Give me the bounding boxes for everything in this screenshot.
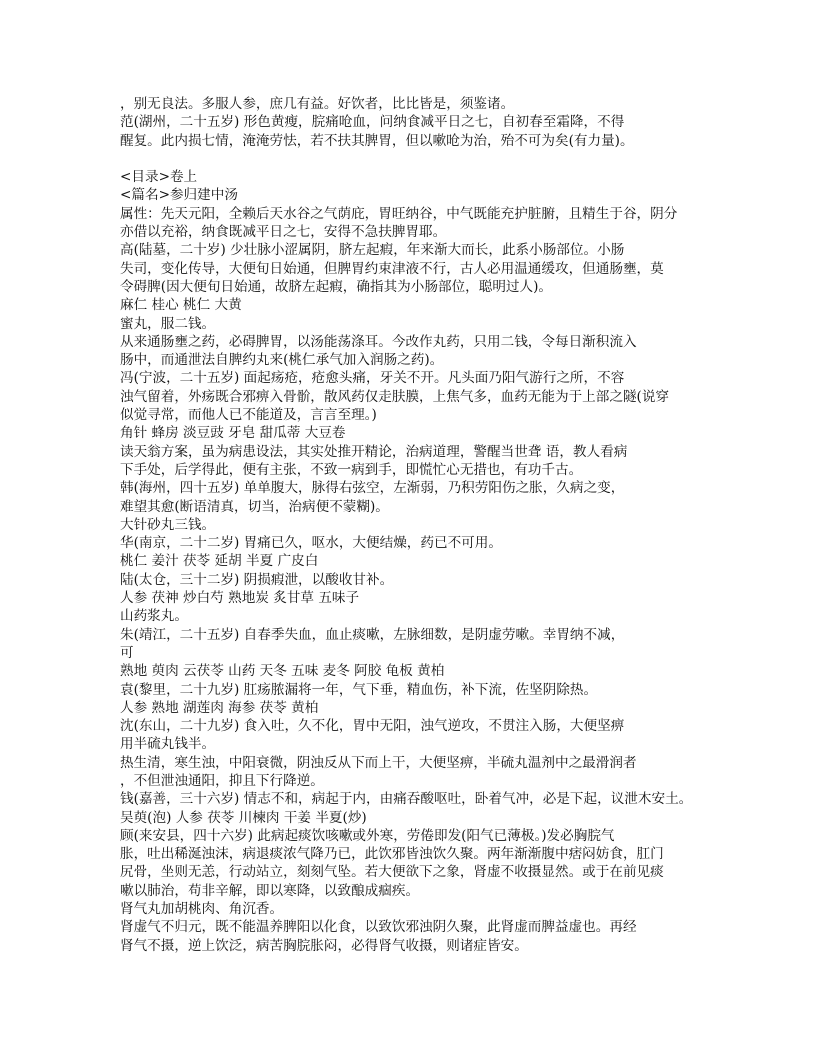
text-line: 高(陆墓，二十岁) 少壮脉小涩属阴，脐左起瘕，年来渐大而长，此系小肠部位。小肠 <box>120 242 625 259</box>
text-line: 范(湖州，二十五岁) 形色黄瘦，脘痛呛血，问纳食减平日之七，自初春至霜降，不得 <box>120 114 625 131</box>
text-line: 肠中，而通泄法自脾约丸来(桃仁承气加入润肠之药)。 <box>120 352 444 369</box>
text-line: 陆(太仓，三十二岁) 阴损瘕泄，以酸收甘补。 <box>120 571 394 588</box>
text-line: 可 <box>120 644 134 661</box>
text-line: 人参 茯神 炒白芍 熟地炭 炙甘草 五味子 <box>120 590 360 607</box>
text-line: 似觉寻常，而他人已不能道及，言言至理。) <box>120 407 377 424</box>
text-line: 肾气不摄，逆上饮泛，病苦胸脘胀闷，必得肾气收摄，则诸症皆安。 <box>120 937 528 954</box>
text-line: 失司，变化传导，大便旬日始通，但脾胃约束津液不行，古人必用温通缓攻，但通肠壅，莫 <box>120 260 664 277</box>
text-line: 韩(海州，四十五岁) 单单腹大，脉得右弦空，左渐弱，乃积劳阳伤之胀，久病之变， <box>120 480 625 497</box>
text-line: 嗽以肺治，苟非辛解，即以寒降，以致酿成痼疾。 <box>120 882 420 899</box>
text-line: 难望其愈(断语清真，切当，治病便不蒙糊)。 <box>120 498 389 515</box>
text-line: ，不但泄浊通阳，抑且下行降逆。 <box>120 772 324 789</box>
text-line: 冯(宁波，二十五岁) 面起疡疮，疮愈头痛，牙关不开。凡头面乃阳气游行之所，不容 <box>120 370 625 387</box>
text-line: 亦借以充裕，纳食既减平日之七，安得不急扶脾胃耶。 <box>120 224 447 241</box>
blank-line <box>120 150 720 168</box>
text-line: <篇名>参归建中汤 <box>120 187 238 204</box>
text-line: 桃仁 姜汁 茯苓 延胡 半夏 广皮白 <box>120 553 319 570</box>
text-line: 大针砂丸三钱。 <box>120 516 216 533</box>
text-line: 肾虚气不归元，既不能温养脾阳以化食，以致饮邪浊阴久聚，此肾虚而脾益虚也。再经 <box>120 919 637 936</box>
text-line: 朱(靖江，二十五岁) 自春季失血，血止痰嗽，左脉细数，是阴虚劳嗽。幸胃纳不减， <box>120 626 625 643</box>
text-line: 顾(来安县，四十六岁) 此病起痰饮咳嗽或外寒，劳倦即发(阳气已薄极。)发必胸脘气 <box>120 827 615 844</box>
text-line: 肾气丸加胡桃肉、角沉香。 <box>120 901 284 918</box>
text-line: 角针 蜂房 淡豆豉 牙皂 甜瓜蒂 大豆卷 <box>120 425 346 442</box>
text-line: 读天翁方案，虽为病患设法，其实处推开精论，治病道理，警醒当世聋 语，教人看病 <box>120 443 628 460</box>
text-line: 浊气留着，外疡既合邪痹入骨骱，散风药仅走肤膜，上焦气多，血药无能为于上部之隧(说穿 <box>120 388 670 405</box>
text-line: 钱(嘉善，三十六岁) 情志不和，病起于内，由痛吞酸呕吐，卧着气冲，必是下起，议泄木安土。 <box>120 791 693 808</box>
text-line: 热生清，寒生浊，中阳衰微，阴浊反从下而上干，大便坚痹，半硫丸温剂中之最滑润者 <box>120 754 637 771</box>
text-line: 麻仁 桂心 桃仁 大黄 <box>120 297 242 314</box>
text-line: 属性：先天元阳，全赖后天水谷之气荫庇，胃旺纳谷，中气既能充护脏腑，且精生于谷，阴分 <box>120 205 678 222</box>
text-line: 山药浆丸。 <box>120 608 188 625</box>
text-line: 袁(黎里，二十九岁) 肛疡脓漏将一年，气下垂，精血伤，补下流，佐坚阴除热。 <box>120 681 598 698</box>
text-line: 令碍脾(因大便旬日始通，故脐左起瘕，确指其为小肠部位，聪明过人)。 <box>120 278 553 295</box>
text-line: 醒复。此内损七情，淹淹劳怯，若不扶其脾胃，但以嗽呛为治，殆不可为矣(有力量)。 <box>120 132 634 149</box>
text-line: 沈(东山，二十九岁) 食入吐，久不化，胃中无阳，浊气逆攻，不贯注入肠，大便坚痹 <box>120 718 625 735</box>
text-line: ，别无良法。多服人参，庶几有益。好饮者，比比皆是，须鉴诸。 <box>120 96 515 112</box>
text-line: 熟地 萸肉 云茯苓 山药 天冬 五味 麦冬 阿胶 龟板 黄柏 <box>120 663 445 680</box>
text-line: 蜜丸，服二钱。 <box>120 315 216 332</box>
text-line: 吴萸(泡) 人参 茯苓 川楝肉 干姜 半夏(炒) <box>120 809 367 826</box>
text-line: 华(南京，二十二岁) 胃痛已久，呕水，大便结燥，药已不可用。 <box>120 535 502 552</box>
text-line: 尻骨，坐则无恙，行动站立，刻刻气坠。若大便欲下之象，肾虚不收摄显然。或于在前见痰 <box>120 864 664 881</box>
text-line: <目录>卷上 <box>120 169 198 186</box>
document-page <box>120 95 720 955</box>
text-line: 用半硫丸钱半。 <box>120 736 216 753</box>
text-line: 胀，吐出稀涎浊沫，病退痰浓气降乃已，此饮邪皆浊饮久聚。两年渐渐腹中痞闷妨食，肛门 <box>120 846 664 863</box>
text-line: 从来通肠壅之药，必碍脾胃，以汤能荡涤耳。今改作丸药，只用二钱，令每日渐积流入 <box>120 333 637 350</box>
text-line: 人参 熟地 湖莲肉 海参 茯苓 黄柏 <box>120 699 319 716</box>
text-line: 下手处，后学得此，便有主张，不致一病到手，即慌忙心无措也，有功千古。 <box>120 461 583 478</box>
